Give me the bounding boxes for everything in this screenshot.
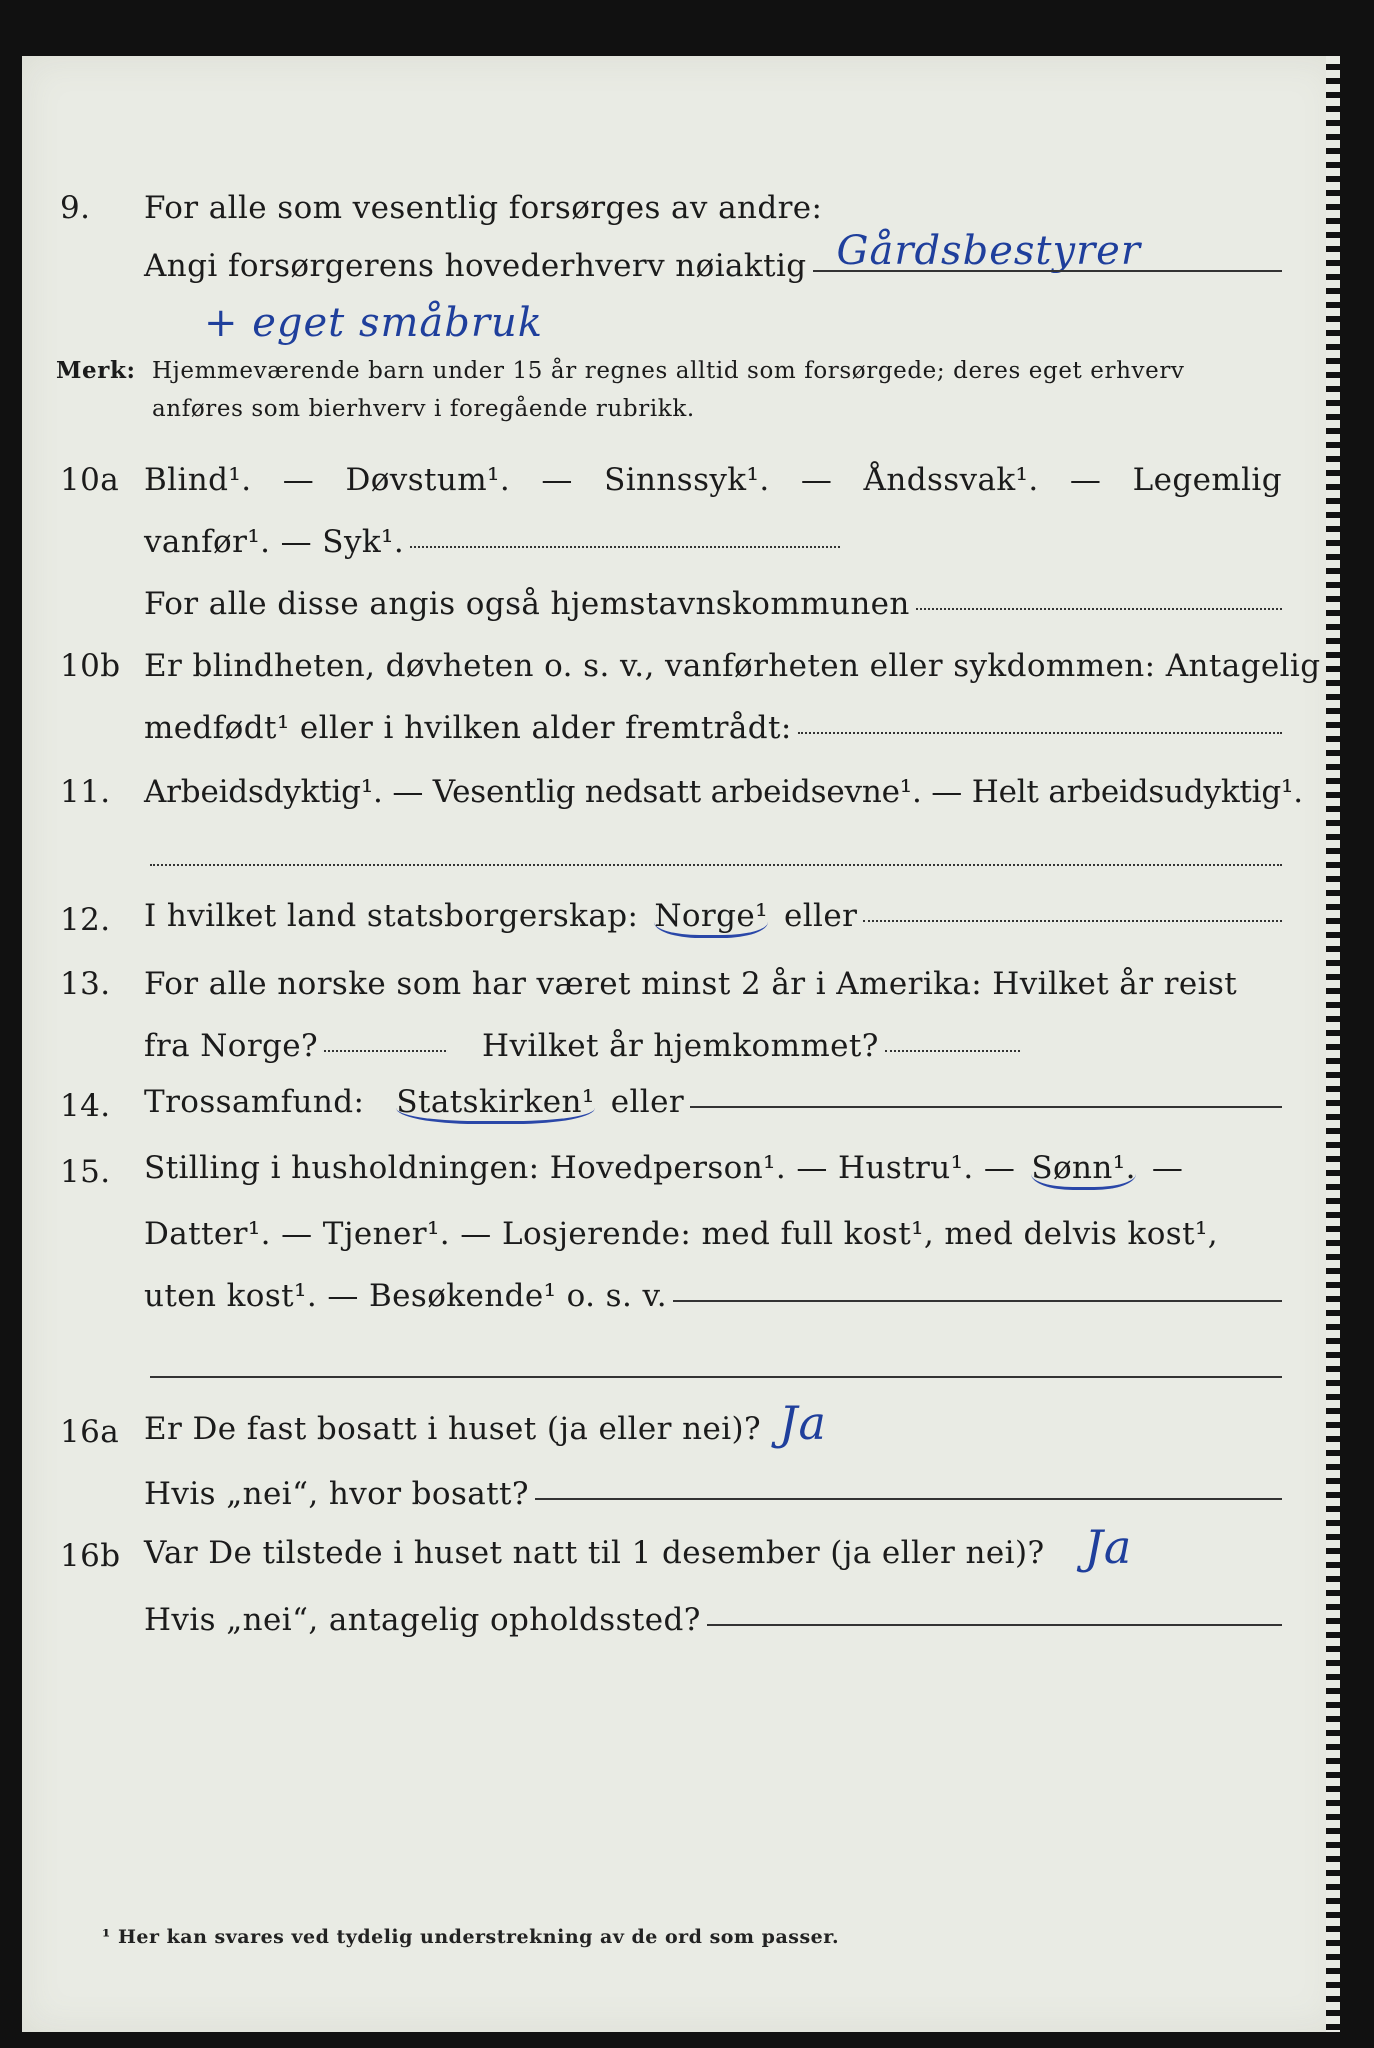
question-12	[22, 892, 1340, 946]
question-13-line2	[22, 1018, 1340, 1072]
question-10b	[22, 638, 1340, 692]
question-10a	[22, 452, 1340, 506]
dash: —	[541, 462, 573, 498]
answer-line-hjemkommet[interactable]	[885, 1050, 1020, 1052]
question-text: Var De tilstede i huset natt til 1 desember (ja eller nei)?	[144, 1535, 1045, 1571]
question-text: Angi forsørgerens hovederhverv nøiaktig	[144, 248, 807, 284]
question-number: 9.	[60, 190, 91, 226]
footnote	[102, 1926, 839, 1948]
option-sinnssyk[interactable]: Sinnssyk¹.	[604, 462, 770, 498]
question-text: Hvilket år hjemkommet?	[482, 1028, 879, 1064]
answer-line[interactable]	[863, 920, 1282, 922]
question-number: 10a	[60, 462, 120, 498]
question-number: 16b	[60, 1538, 121, 1574]
question-text: Er De fast bosatt i huset (ja eller nei)?	[144, 1411, 762, 1447]
question-text: Hvis „nei“, antagelig opholdssted?	[144, 1602, 701, 1638]
note-text: Hjemmeværende barn under 15 år regnes alltid som forsørgede; deres eget erhverv	[152, 358, 1185, 384]
question-15	[22, 1144, 1340, 1198]
question-text: For alle norske som har været minst 2 år i Amerika: Hvilket år reist	[144, 966, 1238, 1002]
answer-line-reist[interactable]	[324, 1050, 446, 1052]
option-dovstum[interactable]: Døvstum¹.	[345, 462, 511, 498]
answer-line[interactable]	[535, 1498, 1282, 1500]
option-norge-underlined[interactable]: Norge¹	[654, 898, 768, 938]
question-options	[144, 462, 1282, 498]
question-text: medfødt¹ eller i hvilken alder fremtrådt:	[144, 710, 792, 746]
note-merk-line2	[22, 390, 1340, 430]
handwritten-answer[interactable]: Gårdsbestyrer	[836, 228, 1141, 274]
answer-line[interactable]	[916, 608, 1282, 610]
question-options[interactable]: Stilling i husholdningen: Hovedperson¹. — Hustru¹. —	[144, 1150, 1016, 1186]
question-text: Hvis „nei“, hvor bosatt?	[144, 1476, 529, 1512]
question-11	[22, 764, 1340, 818]
question-text: eller	[783, 898, 858, 934]
answer-line[interactable]	[150, 1376, 1282, 1378]
footnote-mark: ¹	[102, 1926, 111, 1948]
question-16a-line2	[22, 1466, 1340, 1520]
question-14	[22, 1078, 1340, 1132]
question-number: 14.	[60, 1088, 111, 1124]
question-text: For alle disse angis også hjemstavnskommunen	[144, 586, 910, 622]
note-label: Merk:	[56, 357, 136, 384]
option-legemlig[interactable]: Legemlig	[1132, 462, 1282, 498]
question-options[interactable]: uten kost¹. — Besøkende¹ o. s. v.	[144, 1278, 667, 1314]
handwritten-answer[interactable]: + eget småbruk	[204, 300, 543, 346]
note-text: anføres som bierhverv i foregående rubrikk.	[152, 396, 695, 422]
answer-line[interactable]	[798, 732, 1282, 734]
option-blind[interactable]: Blind¹.	[144, 462, 252, 498]
question-13	[22, 956, 1340, 1010]
census-form-page	[22, 56, 1340, 2032]
answer-line[interactable]	[673, 1300, 1282, 1302]
question-options[interactable]: Arbeidsdyktig¹. — Vesentlig nedsatt arbeidsevne¹. — Helt arbeidsudyktig¹.	[144, 774, 1303, 810]
option-andssvak[interactable]: Åndssvak¹.	[863, 462, 1039, 498]
footnote-text: Her kan svares ved tydelig understrekning av de ord som passer.	[117, 1926, 840, 1948]
handwritten-answer[interactable]: Ja	[1084, 1520, 1133, 1574]
question-9-line3	[22, 300, 1340, 354]
answer-line[interactable]	[150, 864, 1282, 866]
question-text: For alle som vesentlig forsørges av andre:	[144, 190, 823, 226]
dash: —	[282, 462, 315, 498]
question-number: 12.	[60, 902, 111, 938]
question-text: Er blindheten, døvheten o. s. v., vanførheten eller sykdommen: Antagelig	[144, 648, 1321, 684]
question-options[interactable]: Datter¹. — Tjener¹. — Losjerende: med full kost¹, med delvis kost¹,	[144, 1216, 1219, 1252]
option-sonn-underlined[interactable]: Sønn¹.	[1031, 1150, 1136, 1190]
question-text: vanfør¹. — Syk¹.	[144, 524, 405, 560]
question-number: 16a	[60, 1414, 120, 1450]
question-text: fra Norge?	[144, 1028, 319, 1064]
question-16b-line2	[22, 1592, 1340, 1646]
question-number: 13.	[60, 966, 111, 1002]
question-text: Trossamfund:	[144, 1084, 365, 1120]
question-15-line3	[22, 1268, 1340, 1322]
question-16b	[22, 1520, 1340, 1582]
question-text: I hvilket land statsborgerskap:	[144, 898, 639, 934]
question-11-line2	[22, 824, 1340, 878]
question-15-line2	[22, 1206, 1340, 1260]
answer-line[interactable]	[410, 546, 840, 548]
question-16a	[22, 1396, 1340, 1458]
question-number: 11.	[60, 774, 111, 810]
answer-line[interactable]	[690, 1106, 1282, 1108]
question-9-line2	[22, 228, 1340, 292]
question-15-line4	[22, 1336, 1340, 1390]
answer-line	[813, 270, 1282, 272]
option-statskirken-underlined[interactable]: Statskirken¹	[396, 1084, 594, 1124]
dash: —	[800, 462, 833, 498]
question-10b-line2	[22, 700, 1340, 754]
dash: —	[1069, 462, 1102, 498]
dash: —	[1151, 1150, 1184, 1186]
handwritten-answer[interactable]: Ja	[779, 1396, 827, 1450]
question-10a-line3	[22, 576, 1340, 630]
question-number: 15.	[60, 1154, 111, 1190]
question-number: 10b	[60, 648, 121, 684]
answer-line[interactable]	[707, 1624, 1282, 1626]
question-text: eller	[610, 1084, 685, 1120]
note-merk	[22, 352, 1340, 392]
question-9	[22, 180, 1340, 234]
question-10a-line2	[22, 514, 1340, 568]
